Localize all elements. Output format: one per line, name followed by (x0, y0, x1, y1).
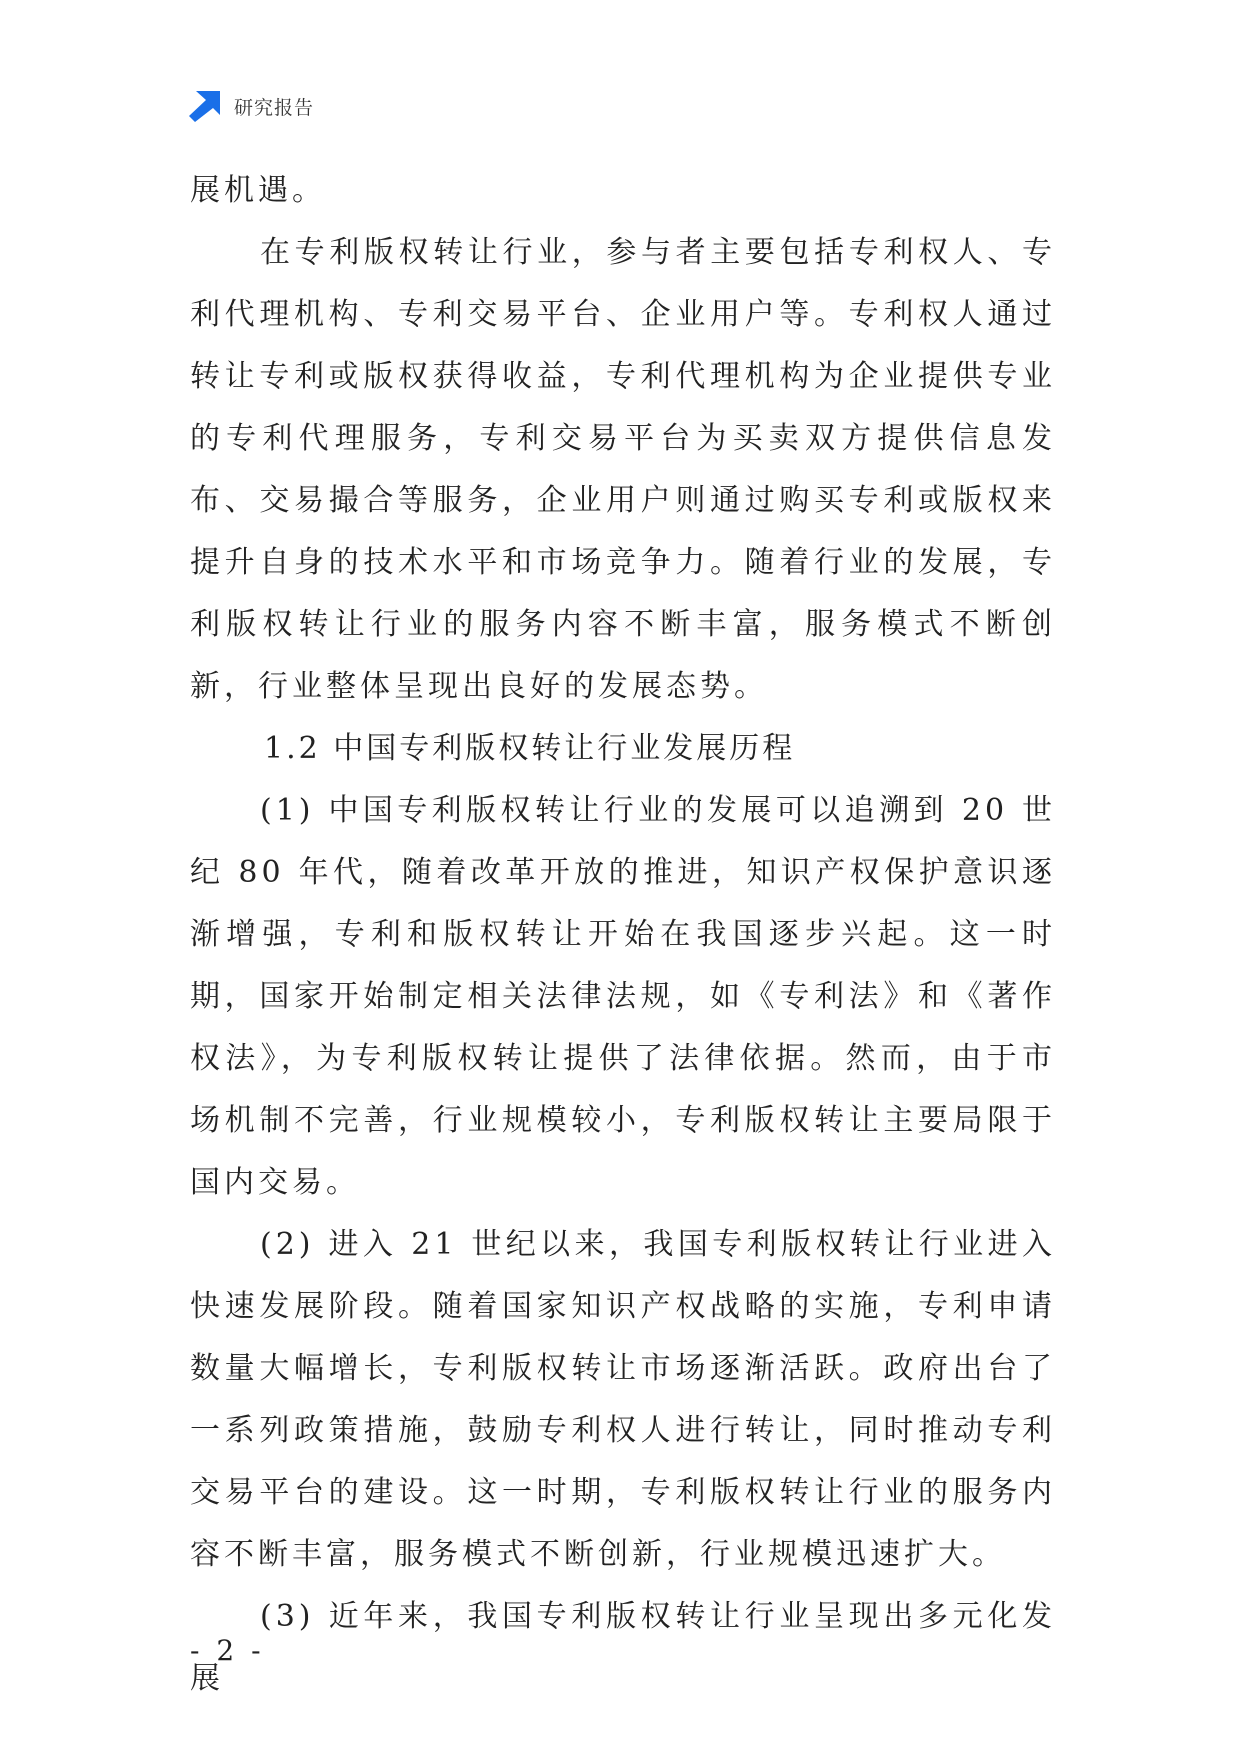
paragraph-history-3: (3) 近年来，我国专利版权转让行业呈现出多元化发展 (190, 1599, 1056, 1696)
paragraph-history-1: (1) 中国专利版权转让行业的发展可以追溯到 20 世纪 80 年代，随着改革开放的推进，知识产权保护意识逐渐增强，专利和版权转让开始在我国逐步兴起。这一时期，国家开始制定相关法律法规，如《专利法》和《著作权法》，为专利版权转让提供了法律依据。然而，由于市场机制不完善，行业规模较小，专利版权转让主要局限于国内交易。 (190, 793, 1056, 1200)
document-body (190, 160, 1056, 1710)
paragraph-participants: 在专利版权转让行业，参与者主要包括专利权人、专利代理机构、专利交易平台、企业用户等。专利权人通过转让专利或版权获得收益，专利代理机构为企业提供专业的专利代理服务，专利交易平台为买卖双方提供信息发布、交易撮合等服务，企业用户则通过购买专利或版权来提升自身的技术水平和市场竞争力。随着行业的发展，专利版权转让行业的服务内容不断丰富，服务模式不断创新，行业整体呈现出良好的发展态势。 (190, 235, 1056, 704)
arrow-up-right-icon (188, 89, 222, 123)
page-header (188, 88, 314, 124)
header-title: 研究报告 (234, 96, 315, 119)
paragraph-history-2: (2) 进入 21 世纪以来，我国专利版权转让行业进入快速发展阶段。随着国家知识产权战略的实施，专利申请数量大幅增长，专利版权转让市场逐渐活跃。政府出台了一系列政策措施，鼓励专利权人进行转让，同时推动专利交易平台的建设。这一时期，专利版权转让行业的服务内容不断丰富，服务模式不断创新，行业规模迅速扩大。 (190, 1227, 1056, 1572)
section-heading: 1.2 中国专利版权转让行业发展历程 (264, 731, 796, 766)
paragraph-continued: 展机遇。 (190, 173, 326, 208)
page-number: - 2 - (190, 1634, 265, 1667)
